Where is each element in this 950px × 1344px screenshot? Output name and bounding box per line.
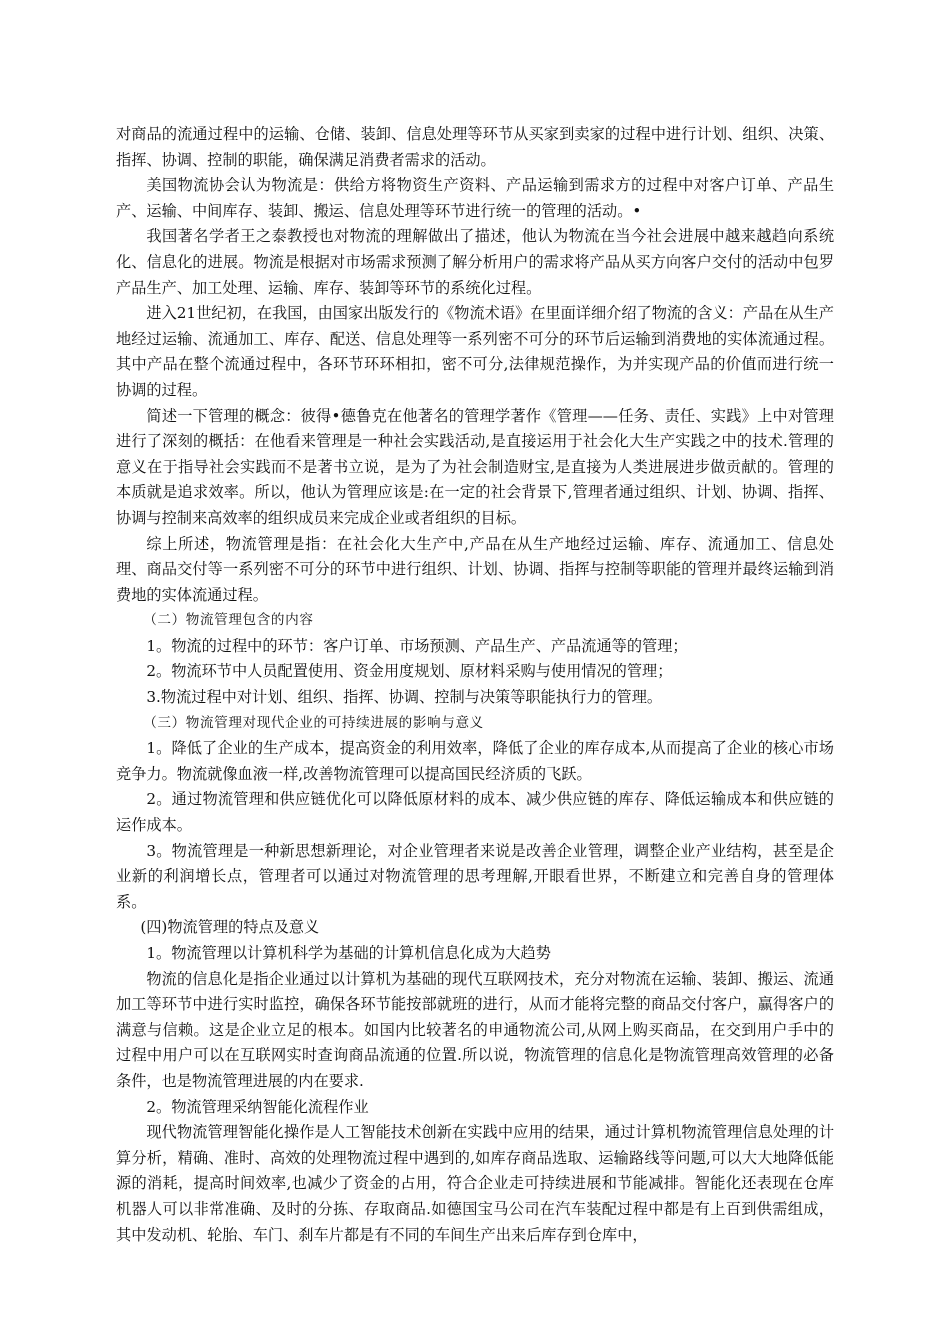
list-item: 1。降低了企业的生产成本，提高资金的利用效率，降低了企业的库存成本,从而提高了企业的核心市场竞争力。物流就像血液一样,改善物流管理可以提高国民经济质的飞跃。 xyxy=(116,739,834,783)
list-item: 2。物流环节中人员配置使用、资金用度规划、原材料采购与使用情况的管理； xyxy=(146,662,673,681)
list-item: 1。物流的过程中的环节：客户订单、市场预测、产品生产、产品流通等的管理； xyxy=(146,636,688,655)
paragraph: 现代物流管理智能化操作是人工智能技术创新在实践中应用的结果，通过计算机物流管理信息处理的计算分析，精确、准时、高效的处理物流过程中遇到的,如库存商品选取、运输路线等问题,可以大大地降低能源的消耗，提高时间效率,也减少了资金的占用，符合企业走可持续进展和节能减排。智能化还表现在仓库机器人可以非常准确、及时的分拣、存取商品.如德国宝马公司在汽车装配过程中都是有上百到供需组成，其中发动机、轮胎、车门、刹车片都是有不同的车间生产出来后库存到仓库中， xyxy=(116,1123,834,1244)
section-heading-4: (四)物流管理的特点及意义 xyxy=(140,918,320,937)
paragraph: 进入21世纪初，在我国，由国家出版发行的《物流术语》在里面详细介绍了物流的含义：产品在从生产地经过运输、流通加工、库存、配送、信息处理等一系列密不可分的环节后运输到消费地的实体流通过程。其中产品在整个流通过程中，各环节环环相扣，密不可分,法律规范操作，为并实现产品的价值而进行统一协调的过程。 xyxy=(116,304,834,399)
section-heading-2: （二）物流管理包含的内容 xyxy=(143,612,314,629)
paragraph: 我国著名学者王之泰教授也对物流的理解做出了描述，他认为物流在当今社会进展中越来越趋向系统化、信息化的进展。物流是根据对市场需求预测了解分析用户的需求将产品从买方向客户交付的活动中包罗产品生产、加工处理、运输、库存、装卸等环节的系统化过程。 xyxy=(116,227,834,297)
paragraph: 物流的信息化是指企业通过以计算机为基础的现代互联网技术，充分对物流在运输、装卸、搬运、流通加工等环节中进行实时监控，确保各环节能按部就班的进行，从而才能将完整的商品交付客户，赢得客户的满意与信赖。这是企业立足的根本。如国内比较著名的申通物流公司,从网上购买商品，在交到用户手中的过程中用户可以在互联网实时查询商品流通的位置.所以说，物流管理的信息化是物流管理高效管理的必备条件，也是物流管理进展的内在要求. xyxy=(116,969,834,1090)
list-item: 2。通过物流管理和供应链优化可以降低原材料的成本、减少供应链的库存、降低运输成本和供应链的运作成本。 xyxy=(116,790,834,835)
paragraph: 简述一下管理的概念：彼得•德鲁克在他著名的管理学著作《管理——任务、责任、实践》上中对管理进行了深刻的概括：在他看来管理是一种社会实践活动,是直接运用于社会化大生产实践之中的技术.管理的意义在于指导社会实践而不是著书立说，是为了为社会制造财宝,是直接为人类进展进步做贡献的。管理的本质就是追求效率。所以，他认为管理应该是:在一定的社会背景下,管理者通过组织、计划、协调、指挥、协调与控制来高效率的组织成员来完成企业或者组织的目标。 xyxy=(116,406,834,527)
list-item: 3.物流过程中对计划、组织、指挥、协调、控制与决策等职能执行力的管理。 xyxy=(146,688,663,707)
document-body xyxy=(116,122,834,1248)
paragraph: 对商品的流通过程中的运输、仓储、装卸、信息处理等环节从买家到卖家的过程中进行计划、组织、决策、指挥、协调、控制的职能，确保满足消费者需求的活动。 xyxy=(116,125,834,169)
subheading: 2。物流管理采纳智能化流程作业 xyxy=(146,1097,369,1116)
paragraph: 美国物流协会认为物流是：供给方将物资生产资料、产品运输到需求方的过程中对客户订单、产品生产、运输、中间库存、装卸、搬运、信息处理等环节进行统一的管理的活动。• xyxy=(116,176,834,220)
subheading: 1。物流管理以计算机科学为基础的计算机信息化成为大趋势 xyxy=(146,944,551,962)
section-heading-3: （三）物流管理对现代企业的可持续进展的影响与意义 xyxy=(143,714,484,731)
list-item: 3。物流管理是一种新思想新理论，对企业管理者来说是改善企业管理，调整企业产业结构，甚至是企业新的利润增长点，管理者可以通过对物流管理的思考理解,开眼看世界，不断建立和完善自身的管理体系。 xyxy=(116,841,834,911)
paragraph: 综上所述，物流管理是指：在社会化大生产中,产品在从生产地经过运输、库存、流通加工、信息处理、商品交付等一系列密不可分的环节中进行组织、计划、协调、指挥与控制等职能的管理并最终运输到消费地的实体流通过程。 xyxy=(116,534,834,604)
